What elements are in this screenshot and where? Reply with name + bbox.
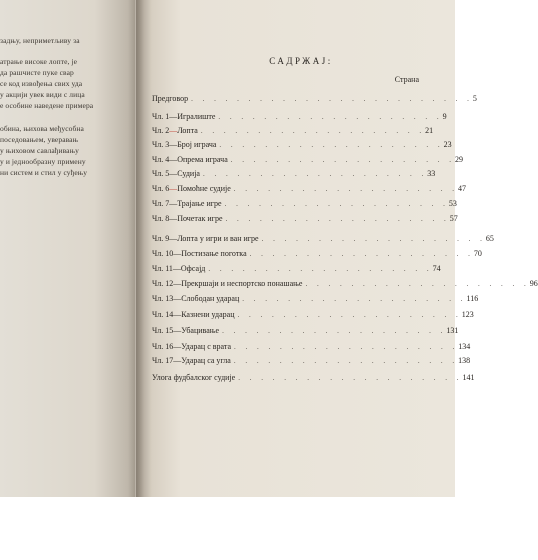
toc-entry-number: Чл. 2 <box>152 126 170 135</box>
toc-entry-dash: — <box>169 155 178 164</box>
leader-dots: . . . . . . . . . . . . . . . . . . . . <box>234 343 459 351</box>
toc-entry <box>152 199 457 211</box>
leader-dots: . . . . . . . . . . . . . . . . . . . . <box>249 250 474 258</box>
toc-entry-page: 23 <box>443 140 452 149</box>
leader-dots: . . . . . . . . . . . . . . . . . . . . <box>242 295 467 303</box>
toc-entry-number: Чл. 1 <box>152 112 170 121</box>
toc-entry-number: Чл. 7 <box>152 199 170 208</box>
toc-entry-dash: — <box>169 234 178 243</box>
toc-entry <box>152 310 474 322</box>
book-spine-shadow <box>128 0 144 497</box>
toc-entry <box>152 249 482 261</box>
toc-entry-page: 116 <box>466 294 479 303</box>
toc-entry-number: Чл. 3 <box>152 140 170 149</box>
toc-entry-page: 47 <box>458 184 467 193</box>
toc-entry-label: Ударац с врата <box>181 342 232 351</box>
toc-entry <box>152 279 538 291</box>
toc-entry-label: Постизање поготка <box>181 249 247 258</box>
leader-dots: . . . . . . . . . . . . . . . . . . . . <box>233 357 459 365</box>
toc-entry <box>152 356 471 368</box>
toc-entry-label: Казнени ударац <box>181 310 235 319</box>
toc-entry-number: Чл. 12 <box>152 279 174 288</box>
toc-entry-dash: — <box>169 169 178 178</box>
toc-entry-label: Убацивање <box>181 326 220 335</box>
toc-entry-dash: — <box>173 342 182 351</box>
toc-entry-dash: — <box>169 184 178 193</box>
toc-entry <box>152 94 477 106</box>
toc-entry-label: Лопта <box>177 126 198 135</box>
leader-dots: . . . . . . . . . . . . . . . . . . . . <box>225 215 450 223</box>
toc-entry-number: Чл. 8 <box>152 214 170 223</box>
left-page-line: е особине наведене примера <box>0 101 94 110</box>
toc-entry <box>152 140 452 152</box>
leader-dots: . . . . . . . . . . . . . . . . . . . . <box>237 311 462 319</box>
toc-entry-dash: — <box>172 264 181 273</box>
toc-title: САДРЖАЈ: <box>269 56 333 66</box>
toc-entry-number: Чл. 6 <box>152 184 170 193</box>
toc-entry-number: Чл. 16 <box>152 342 174 351</box>
toc-entry <box>152 155 463 167</box>
toc-entry-label: Офсајд <box>180 264 206 273</box>
leader-dots: . . . . . . . . . . . . . . . . . . . . <box>305 280 530 288</box>
toc-entry-page: 96 <box>529 279 538 288</box>
toc-entry <box>152 234 494 246</box>
toc-entry-page: 141 <box>462 373 475 382</box>
toc-entry <box>152 264 441 276</box>
toc-entry-page: 74 <box>432 264 441 273</box>
toc-entry-number: Чл. 10 <box>152 249 174 258</box>
toc-entry-dash: — <box>169 140 178 149</box>
toc-entry-dash: — <box>169 112 178 121</box>
toc-entry <box>152 342 471 354</box>
toc-entry-label: Опрема играча <box>177 155 228 164</box>
toc-entry-number: Чл. 4 <box>152 155 170 164</box>
toc-page-column-header: Страна <box>394 75 419 84</box>
toc-entry-page: 131 <box>446 326 459 335</box>
toc-entry-dash: — <box>173 279 182 288</box>
left-page-line: у акцији увек види с лица <box>0 90 85 99</box>
toc-entry-page: 21 <box>425 126 434 135</box>
left-page <box>0 0 135 497</box>
toc-entry-dash: — <box>173 294 182 303</box>
toc-entry-page: 57 <box>449 214 458 223</box>
toc-entry-label: Ударац са угла <box>181 356 231 365</box>
toc-entry-label: Број играча <box>177 140 217 149</box>
toc-entry-number: Улога фудбалског судије <box>152 373 236 382</box>
toc-entry-dash: — <box>169 199 178 208</box>
toc-entry <box>152 373 475 385</box>
left-page-line: у и једнообразну примену <box>0 157 86 166</box>
toc-entry-page: 65 <box>485 234 494 243</box>
leader-dots: . . . . . . . . . . . . . . . . . . . . <box>233 185 459 193</box>
toc-entry-number: Чл. 9 <box>152 234 170 243</box>
toc-entry-dash: — <box>169 214 178 223</box>
toc-entry-number: Чл. 17 <box>152 356 174 365</box>
toc-entry-label: Слободан ударац <box>181 294 240 303</box>
toc-entry-number: Чл. 11 <box>152 264 173 273</box>
leader-dots: . . . . . . . . . . . . . . . . . . . . <box>261 235 486 243</box>
toc-entry-number: Чл. 15 <box>152 326 174 335</box>
leader-dots: . . . . . . . . . . . . . . . . . . . . <box>230 156 455 164</box>
toc-entry <box>152 184 467 196</box>
toc-entry-page: 5 <box>472 94 477 103</box>
toc-entry-page: 138 <box>458 356 471 365</box>
leader-dots: . . . . . . . . . . . . . . . . . . . . <box>218 113 443 121</box>
left-page-line: се код извођења свих уда <box>0 79 83 88</box>
toc-entry-label: Лопта у игри и ван игре <box>177 234 259 243</box>
toc-entry-dash: — <box>173 249 182 258</box>
leader-dots: . . . . . . . . . . . . . . . . . . . . <box>224 200 449 208</box>
left-page-line: да рашчисте пуке свар <box>0 68 74 77</box>
toc-entry-page: 53 <box>448 199 457 208</box>
left-page-line: поседовањем, уверавањ <box>0 135 79 144</box>
leader-dots: . . . . . . . . . . . . . . . . . . . . <box>202 170 428 178</box>
toc-entry-dash: — <box>173 356 182 365</box>
toc-entry <box>152 294 479 306</box>
toc-entry-page: 33 <box>427 169 436 178</box>
left-page-line: задњу, неприметљиву за <box>0 36 80 45</box>
leader-dots: . . . . . . . . . . . . . . . . . . . . <box>208 265 433 273</box>
toc-entry <box>152 126 434 138</box>
toc-entry-page: 123 <box>461 310 474 319</box>
leader-dots: . . . . . . . . . . . . . . . . . . . . <box>200 127 426 135</box>
toc-entry <box>152 214 458 226</box>
toc-entry-number: Чл. 5 <box>152 169 170 178</box>
right-page <box>136 0 538 497</box>
leader-dots: . . . . . . . . . . . . . . . . . . . . . . . . . <box>191 95 473 103</box>
toc-entry-dash: — <box>169 126 178 135</box>
toc-entry <box>152 169 436 181</box>
toc-entry-dash: — <box>173 310 182 319</box>
toc-entry-dash: — <box>173 326 182 335</box>
toc-entry <box>152 326 459 338</box>
left-page-line: ни систем и стил у суђењу <box>0 168 88 177</box>
leader-dots: . . . . . . . . . . . . . . . . . . . . <box>222 327 447 335</box>
toc-entry <box>152 112 447 124</box>
toc-entry-label: Помоћне судије <box>177 184 231 193</box>
toc-entry-page: 70 <box>473 249 482 258</box>
toc-entry-page: 29 <box>455 155 463 164</box>
toc-entry-label: Прекршаји и неспортско понашање <box>181 279 303 288</box>
left-page-line: у њиховом савлађивању <box>0 146 79 155</box>
toc-entry-label: Почетак игре <box>177 214 223 223</box>
toc-entry-page: 9 <box>442 112 447 121</box>
leader-dots: . . . . . . . . . . . . . . . . . . . . <box>238 374 463 382</box>
left-page-line: атрање високе лопте, је <box>0 57 78 66</box>
toc-entry-number: Предговор <box>152 94 189 103</box>
toc-entry-number: Чл. 14 <box>152 310 174 319</box>
toc-entry-number: Чл. 13 <box>152 294 174 303</box>
toc-entry-label: Трајање игре <box>177 199 222 208</box>
toc-entry-label: Судија <box>177 169 200 178</box>
toc-entry-label: Игралиште <box>177 112 216 121</box>
left-page-line: обина, њихова међусобна <box>0 124 84 133</box>
leader-dots: . . . . . . . . . . . . . . . . . . . . <box>219 141 444 149</box>
toc-entry-page: 134 <box>458 342 471 351</box>
